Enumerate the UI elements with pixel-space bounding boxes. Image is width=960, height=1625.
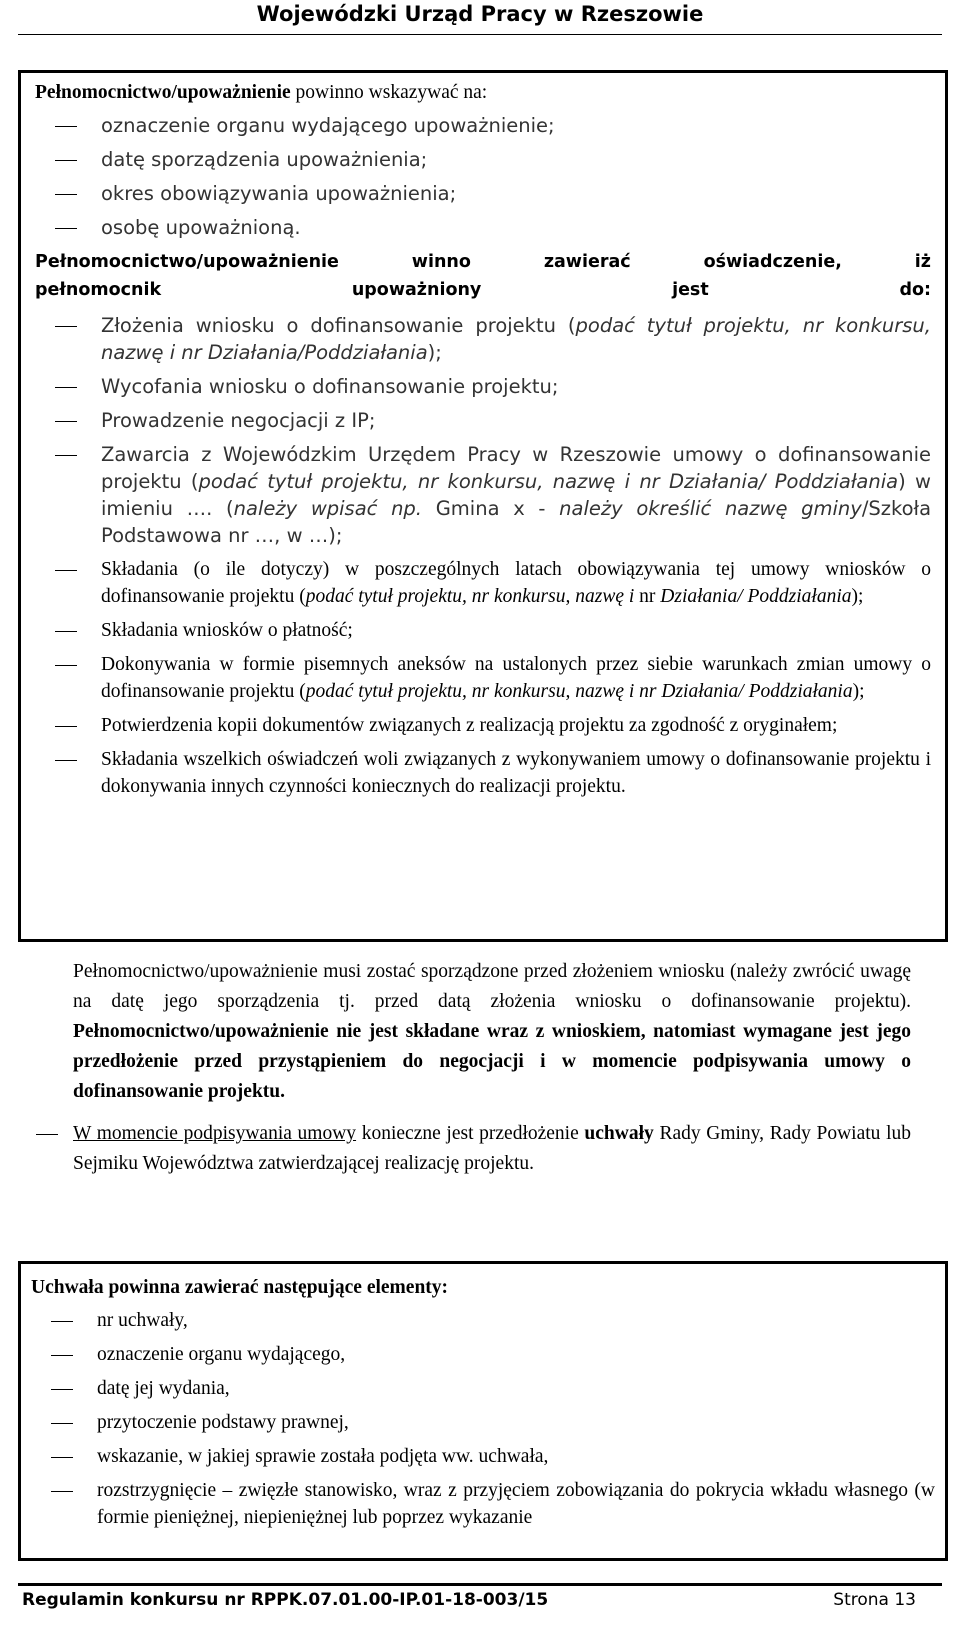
i3a: Zawarcia z Wojewódzkim Urzędem Pracy w Rzeszowie umowy o dofinansowanie projektu ( [101,443,931,493]
para-bold: Pełnomocnictwo/upoważnienie nie jest składane wraz z wnioskiem, natomiast wymagane jest jego przedłożenie przed przystąpieniem do negocjacji i w momencie podpisywania umowy o dofinansowanie projektu. [73,1021,911,1102]
dash-bullet [36,1134,58,1135]
list-item [35,312,931,366]
i4d: Działania/ Poddziałania [660,586,852,607]
resolution-elements-box [18,1261,948,1561]
list-item: Prowadzenie negocjacji z IP; [35,407,931,434]
box1-lead2 [35,248,931,304]
footer-document-id: Regulamin konkursu nr RPPK.07.01.00-IP.01-18-003/15 [22,1590,549,1610]
i4e: ); [851,586,864,607]
footer-rule [18,1583,942,1586]
note-bold: uchwały [584,1123,654,1144]
list-item: Składania wszelkich oświadczeń woli związanych z wykonywaniem umowy o dofinansowanie projektu i dokonywania innych czynności koniecznych do realizacji projektu. [35,746,931,800]
list-item: wskazanie, w jakiej sprawie została podjęta ww. uchwała, [31,1443,935,1470]
i4a: Składania (o ile dotyczy) w poszczególnych latach obowiązywania tej umowy wniosków o dofinansowanie projektu ( [101,559,931,607]
footer-page-number: Strona 13 [833,1590,916,1610]
list-item [35,651,931,705]
note-mid: konieczne jest przedłożenie [356,1123,585,1144]
box1-lead-rest: powinno wskazywać na: [290,82,488,103]
i3f: należy określić nazwę gminy [559,497,862,520]
authorization-requirements-box [18,70,948,942]
list-item: Wycofania wniosku o dofinansowanie projektu; [35,373,931,400]
list-item: Potwierdzenia kopii dokumentów związanych z realizacją projektu za zgodność z oryginałem; [35,712,931,739]
i3c: ) w imieniu …. ( [101,470,931,520]
i4b: podać tytuł projektu, nr konkursu, nazwę i [305,586,635,607]
list-item: oznaczenie organu wydającego, [31,1341,935,1368]
i6b: podać tytuł projektu, nr konkursu, nazwę i nr Działania/ Poddziałania [305,681,853,702]
box1-lead [35,79,931,106]
list-item: datę jej wydania, [31,1375,935,1402]
list-item: okres obowiązywania upoważnienia; [35,180,931,207]
page-header [0,0,960,42]
list-item: Składania wniosków o płatność; [35,617,931,644]
header-title: Wojewódzki Urząd Pracy w Rzeszowie [256,2,704,26]
i3d: należy wpisać np. [233,497,423,520]
authorization-note-paragraph [73,957,911,1107]
list-item: osobę upoważnioną. [35,214,931,241]
resolution-note [18,1119,911,1179]
box2-title: Uchwała powinna zawierać następujące elementy: [31,1277,449,1298]
i3g: /Szkoła Podstawowa nr …, w …); [101,497,932,547]
authorized-actions-list [35,312,931,800]
i6c: ); [852,681,865,702]
i3e: Gmina x - [422,497,560,520]
header-rule [18,34,942,35]
list-item [35,556,931,610]
note-underlined: W momencie podpisywania umowy [73,1123,357,1144]
list-item: datę sporządzenia upoważnienia; [35,146,931,173]
para-normal: Pełnomocnictwo/upoważnienie musi zostać sporządzone przed złożeniem wniosku (należy zwrócić uwagę na datę jego sporządzenia tj. przed datą złożenia wniosku o dofinansowanie projektu). [73,961,911,1012]
box1-lead2-text: Pełnomocnictwo/upoważnienie winno zawierać oświadczenie, iż pełnomocnik upoważniony jest do: [35,252,931,300]
box1-lead-bold: Pełnomocnictwo/upoważnienie [35,82,291,103]
i3b: podać tytuł projektu, nr konkursu, nazwę i nr Działania/ Poddziałania [198,470,899,493]
note-rest: Rady Gminy, Rady Powiatu lub Sejmiku Województwa zatwierdzającej realizację projektu. [73,1123,911,1174]
list-item [35,441,931,549]
i4c: nr [634,586,661,607]
resolution-elements-list [31,1307,935,1531]
list-item: oznaczenie organu wydającego upoważnienie; [35,112,931,139]
i0a: Złożenia wniosku o dofinansowanie projektu ( [101,314,576,337]
i6a: Dokonywania w formie pisemnych aneksów na ustalonych przez siebie warunkach zmian umowy o dofinansowanie projektu ( [101,654,931,702]
list-item: przytoczenie podstawy prawnej, [31,1409,935,1436]
authorization-content-list [35,112,931,241]
list-item: nr uchwały, [31,1307,935,1334]
i0c: ); [427,341,442,364]
list-item: rozstrzygnięcie – zwięzłe stanowisko, wraz z przyjęciem zobowiązania do pokrycia wkładu własnego (w formie pieniężnej, niepieniężnej lub poprzez wykazanie [31,1477,935,1531]
i0b: podać tytuł projektu, nr konkursu, nazwę i nr Działania/Poddziałania [101,314,931,364]
